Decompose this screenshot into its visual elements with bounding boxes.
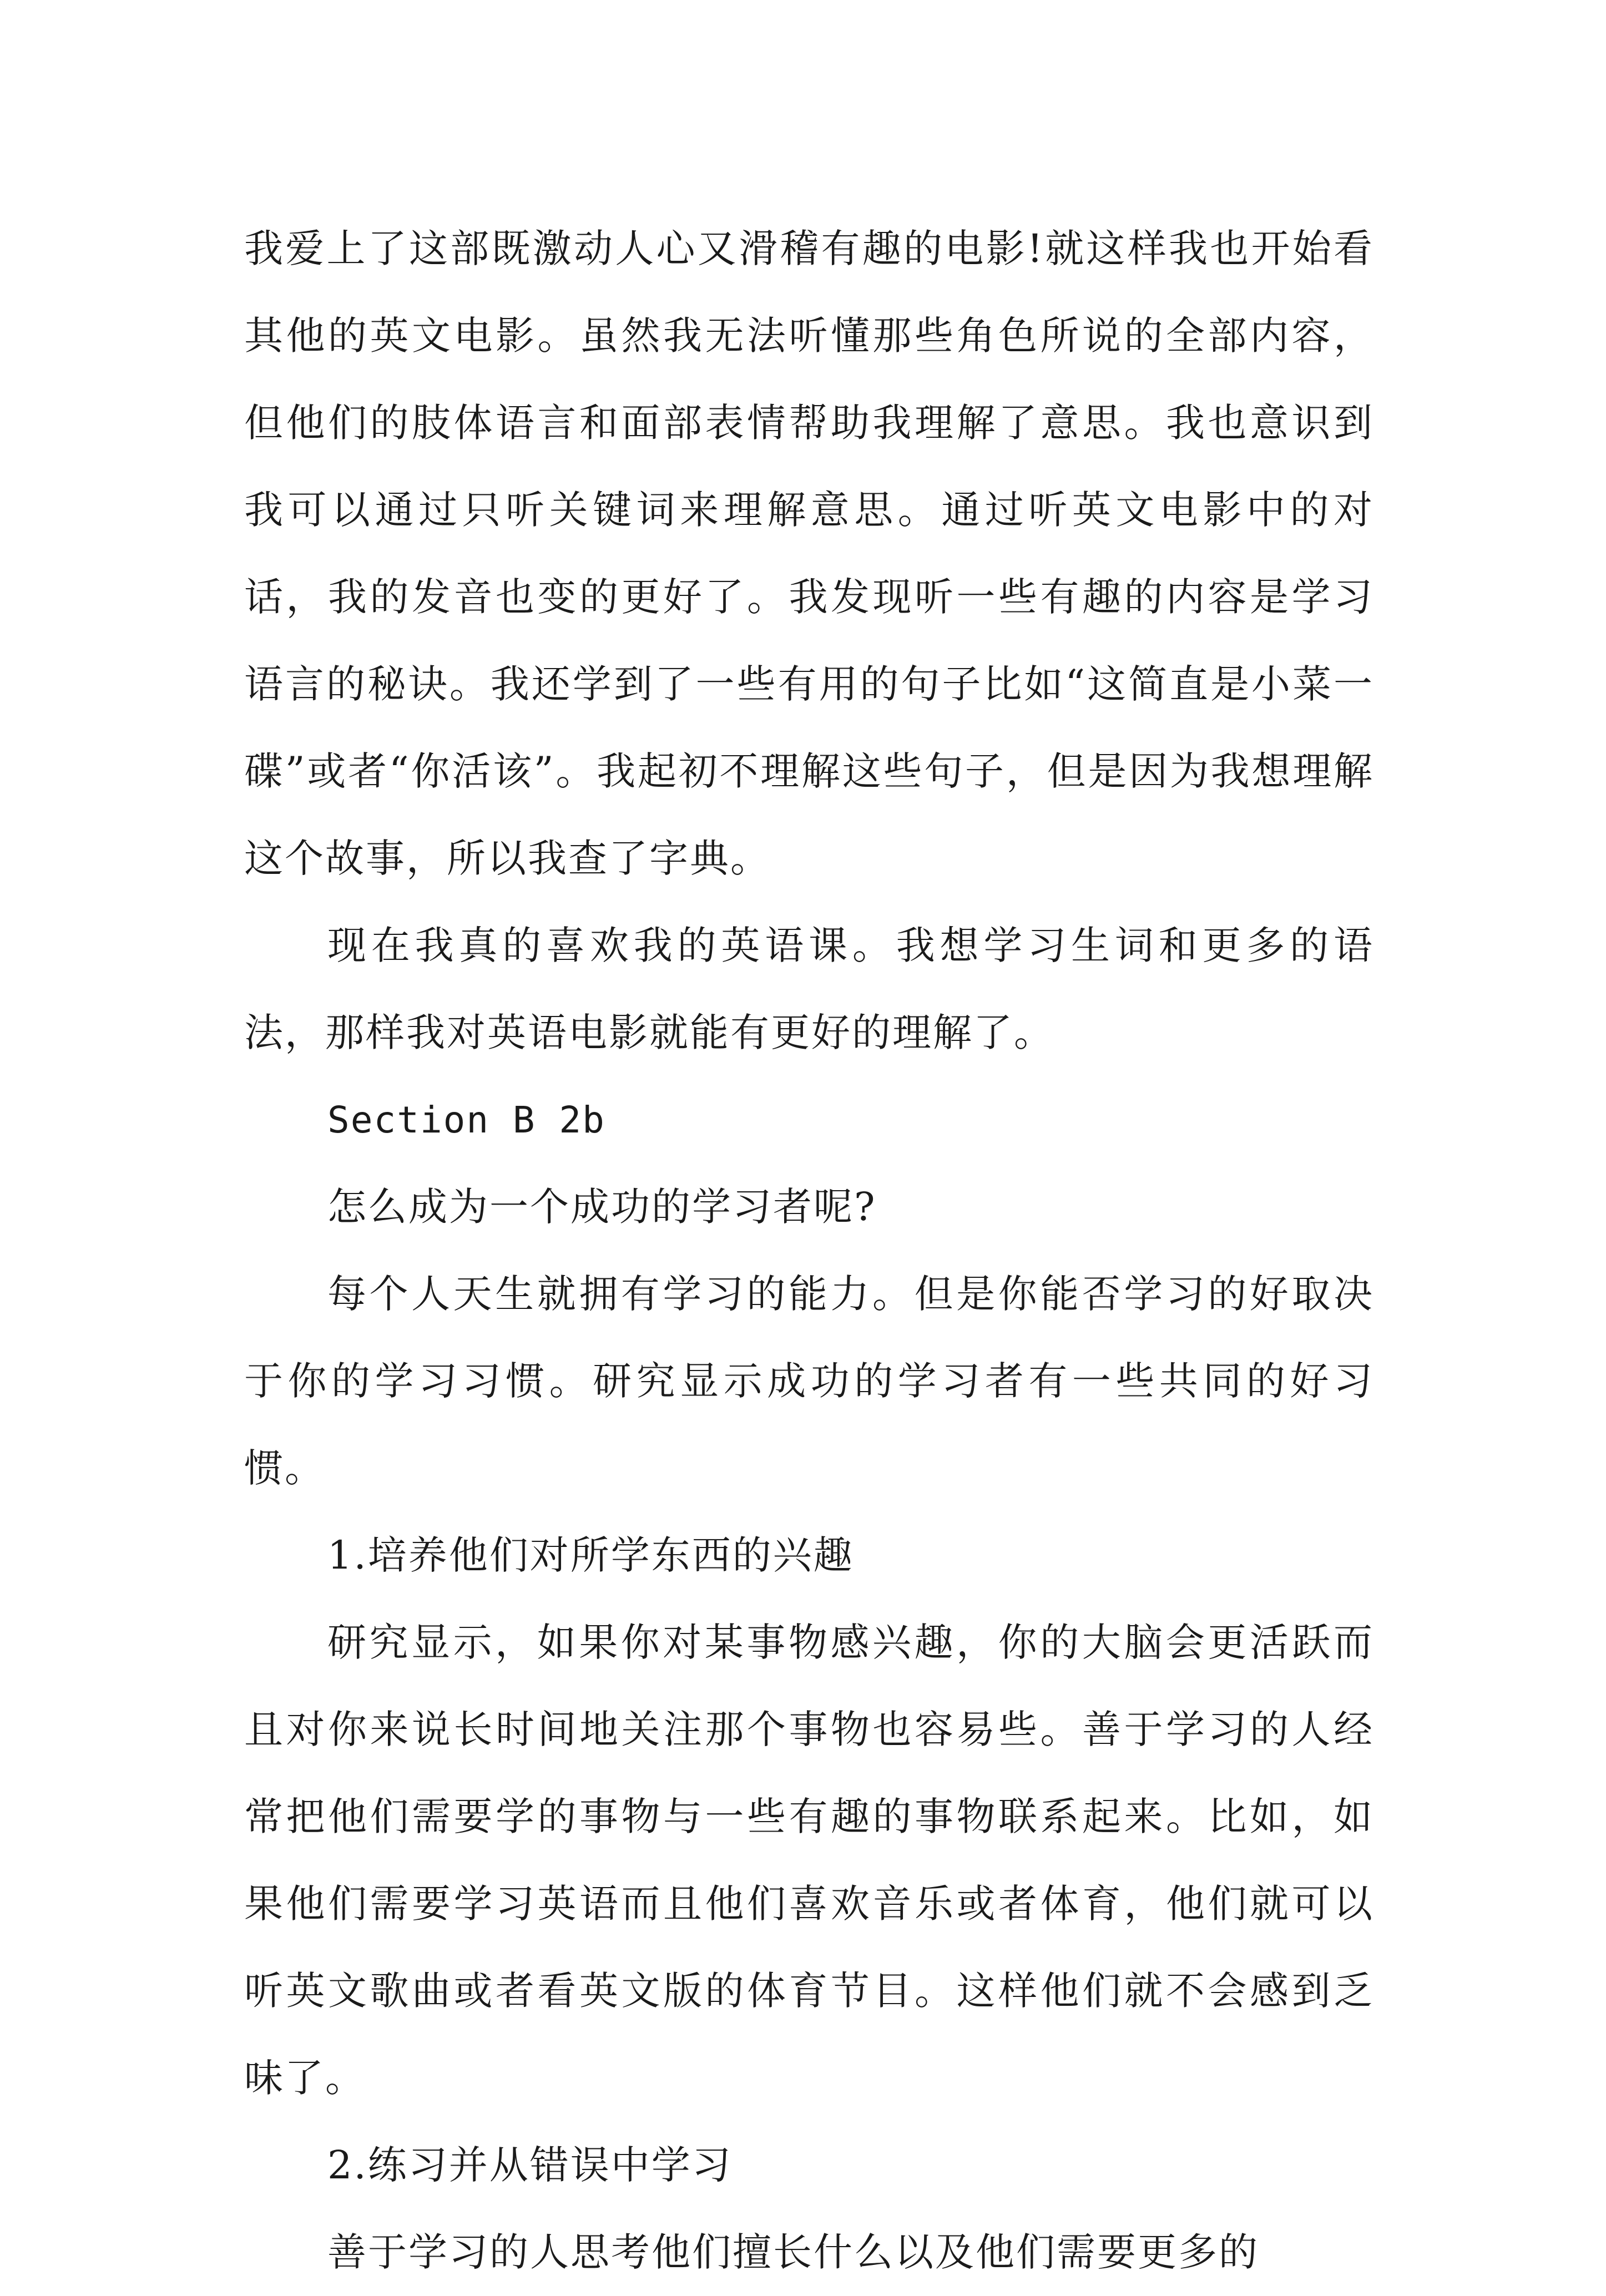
paragraph-movie-story: 我爱上了这部既激动人心又滑稽有趣的电影!就这样我也开始看其他的英文电影。虽然我无法听懂那些角色所说的全部内容，但他们的肢体语言和面部表情帮助我理解了意思。我也意识到我可以通过只听关键词来理解意思。通过听英文电影中的对话，我的发音也变的更好了。我发现听一些有趣的内容是学习语言的秘诀。我还学到了一些有用的句子比如“这简直是小菜一碟”或者“你活该”。我起初不理解这些句子，但是因为我想理解这个故事，所以我查了字典。 xyxy=(244,226,1374,881)
document-page xyxy=(244,205,1374,2296)
list-heading-2: 2.练习并从错误中学习 xyxy=(327,2142,733,2188)
article-title: 怎么成为一个成功的学习者呢? xyxy=(327,1184,877,1230)
paragraph-interest: 研究显示，如果你对某事物感兴趣，你的大脑会更活跃而且对你来说长时间地关注那个事物也容易些。善于学习的人经常把他们需要学的事物与一些有趣的事物联系起来。比如，如果他们需要学习英语而且他们喜欢音乐或者体育，他们就可以听英文歌曲或者看英文版的体育节目。这样他们就不会感到乏味了。 xyxy=(244,1620,1374,2101)
paragraph-english-class: 现在我真的喜欢我的英语课。我想学习生词和更多的语法，那样我对英语电影就能有更好的理解了。 xyxy=(244,923,1374,1055)
paragraph-practice: 善于学习的人思考他们擅长什么以及他们需要更多的 xyxy=(327,2229,1259,2275)
list-heading-1: 1.培养他们对所学东西的兴趣 xyxy=(327,1533,854,1578)
section-heading: Section B 2b xyxy=(327,1099,605,1141)
paragraph-learning-habits: 每个人天生就拥有学习的能力。但是你能否学习的好取决于你的学习习惯。研究显示成功的学习者有一些共同的好习惯。 xyxy=(244,1271,1374,1491)
